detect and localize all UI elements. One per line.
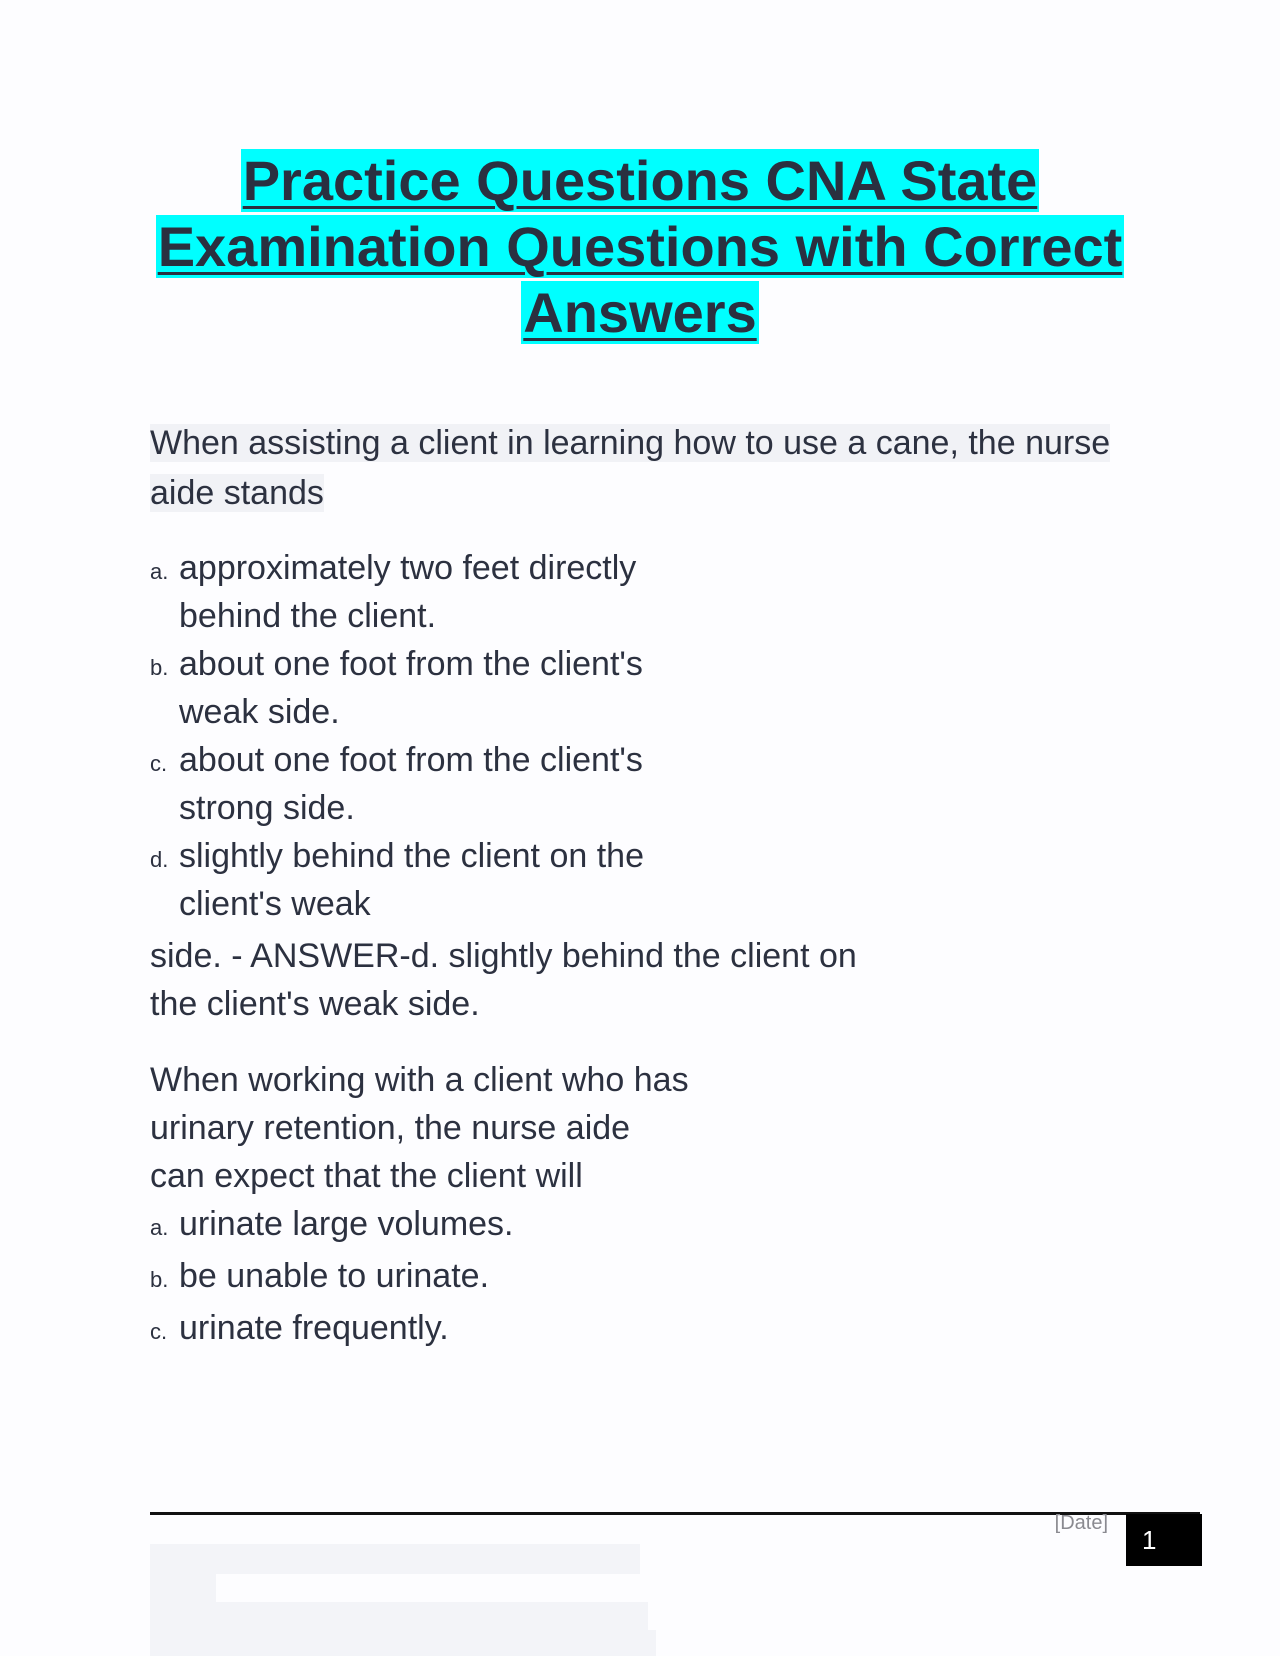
title-line-1: Practice Questions CNA State (242, 149, 1038, 212)
obscured-text-block (150, 1602, 648, 1632)
option-text: about one foot from the client's weak side. (179, 645, 643, 731)
obscured-text-block (150, 1574, 216, 1604)
option-text: be unable to urinate. (179, 1257, 490, 1295)
footer-date: [Date] (1054, 1512, 1108, 1534)
option-text: approximately two feet directly behind the client. (179, 549, 637, 635)
question-1-option-b (150, 640, 670, 736)
question-1-option-a (150, 544, 670, 640)
option-text: about one foot from the client's strong side. (179, 741, 643, 827)
option-letter: a. (150, 559, 169, 584)
document-title (140, 148, 1140, 346)
option-text: urinate frequently. (179, 1309, 449, 1347)
option-letter: b. (150, 655, 169, 680)
question-1-options (150, 544, 670, 928)
page-number: 1 (1126, 1514, 1202, 1566)
question-1-answer: side. - ANSWER-d. slightly behind the client on the client's weak side. (150, 937, 857, 1023)
question-2-stem: When working with a client who has urinary retention, the nurse aide can expect that the client will (150, 1061, 689, 1195)
question-2-option-b (150, 1252, 670, 1304)
question-2-options (150, 1200, 670, 1356)
question-1-option-d (150, 832, 670, 928)
option-letter: c. (150, 751, 168, 776)
option-letter: c. (150, 1319, 168, 1344)
option-letter: a. (150, 1215, 169, 1240)
title-line-3: Answers (523, 281, 757, 344)
obscured-text-block (150, 1544, 640, 1574)
question-1-stem-text: When assisting a client in learning how to use a cane, the nurse aide stands (150, 424, 1111, 512)
question-2-option-a (150, 1200, 670, 1252)
option-text: slightly behind the client on the client's weak (179, 837, 644, 923)
option-text: urinate large volumes. (179, 1205, 514, 1243)
title-line-2: Examination Questions with Correct (157, 215, 1123, 278)
question-1-stem (150, 418, 1120, 518)
question-2-option-c (150, 1304, 670, 1356)
option-letter: d. (150, 847, 169, 872)
question-1-option-c (150, 736, 670, 832)
obscured-text-block (150, 1630, 656, 1656)
option-letter: b. (150, 1267, 169, 1292)
